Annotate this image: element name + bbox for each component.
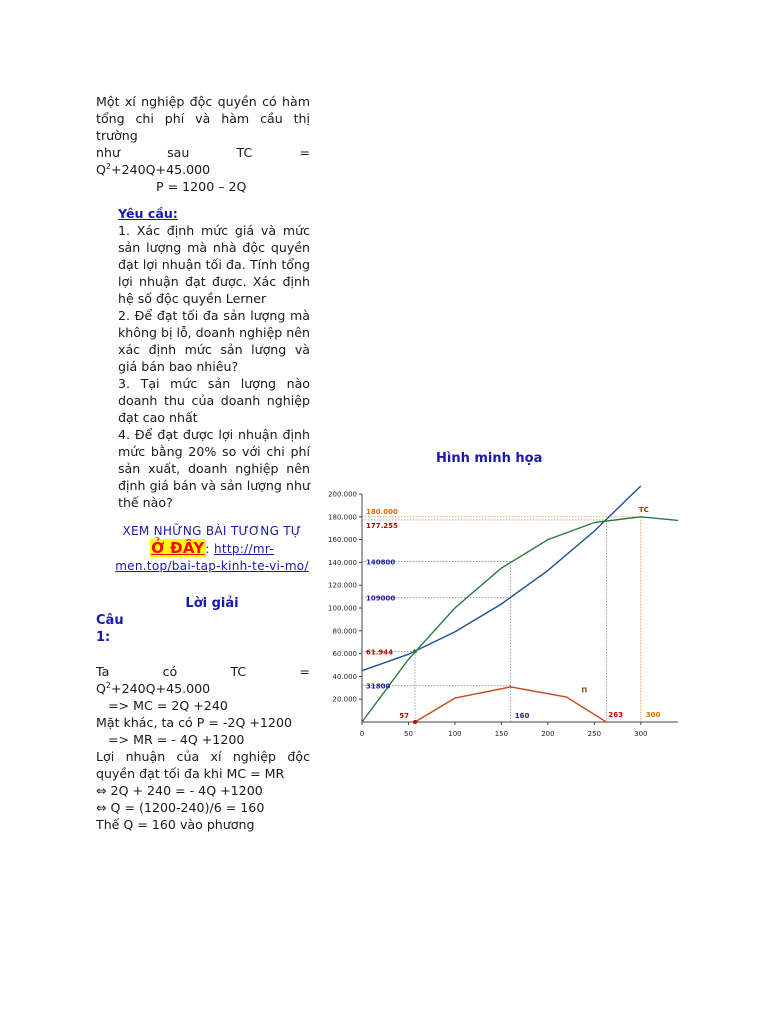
- y-tick-label: 20.000: [332, 695, 357, 704]
- profit-curve: [415, 687, 606, 722]
- annotation-label: 177.255: [366, 521, 398, 530]
- solution-line: Ta có TC =: [96, 664, 310, 679]
- demand-formula: P = 1200 – 2Q: [156, 179, 247, 194]
- solution-step: ⇔ 2Q + 240 = - 4Q +1200: [96, 783, 263, 798]
- more-exercises-notice: XEM NHỮNG BÀI TƯƠNG TỰ Ở ĐÂY: http://mr-men.top/bai-tap-kinh-te-vi-mo/: [115, 524, 309, 573]
- word: sau: [167, 145, 190, 160]
- exercises-url-link[interactable]: http://mr-men.top/bai-tap-kinh-te-vi-mo/: [115, 542, 309, 573]
- mc-line: => MC = 2Q +240: [108, 698, 228, 713]
- tc-formula-solution: $Q^2+240Q+45.000$: [96, 680, 211, 696]
- annotation-label: 160: [514, 712, 530, 720]
- x-tick-label: 0: [359, 730, 365, 738]
- problem-line: [96, 144, 310, 161]
- annotation-label: 140800: [366, 558, 396, 567]
- revenue-curve: [362, 517, 678, 722]
- illustration-chart: [318, 482, 680, 742]
- y-tick-label: 140.000: [328, 558, 357, 567]
- chart-title: Hình minh họa: [436, 451, 543, 466]
- word: như: [96, 145, 120, 160]
- x-tick-label: 200: [541, 730, 555, 738]
- document-text-column: [96, 93, 310, 833]
- requirement-item: 2. Để đạt tối đa sản lượng mà không bị lỗ, doanh nghiệp nên xác định mức sản lượng và giá bán bao nhiêu?: [118, 308, 310, 374]
- mr-line: => MR = - 4Q +1200: [108, 732, 245, 747]
- y-tick-label: 40.000: [332, 672, 357, 681]
- word: TC: [236, 145, 253, 160]
- requirement-item: 4. Để đạt được lợi nhuận định mức bằng 20% so với chi phí sản xuất, doanh nghiệp nên định giá bán và sản lượng như thế nào?: [118, 427, 310, 510]
- x-tick-label: 50: [404, 730, 413, 738]
- y-tick-label: 80.000: [332, 627, 357, 636]
- question-1-heading: Câu 1:: [96, 613, 124, 645]
- requirement-item: 3. Tại mức sản lượng nào doanh thu của doanh nghiệp đạt cao nhất: [118, 376, 310, 425]
- x-tick-label: 300: [634, 730, 648, 738]
- y-tick-label: 100.000: [328, 604, 357, 613]
- solution-title: Lời giải: [185, 596, 239, 611]
- y-tick-label: 160.000: [328, 536, 357, 545]
- annotation-label: Π: [581, 686, 588, 695]
- tc-formula: $Q^2+240Q+45.000$: [96, 161, 211, 177]
- word: =: [299, 145, 310, 160]
- x-tick-label: 100: [448, 730, 462, 738]
- x-tick-label: 150: [494, 730, 509, 738]
- breakeven-point: [413, 720, 417, 724]
- annotation-label: TC: [638, 506, 649, 515]
- annotation-label: 57: [399, 712, 409, 720]
- annotation-label: 180.000: [366, 507, 398, 516]
- annotation-label: 61.944: [366, 648, 394, 657]
- tc-curve: [362, 486, 641, 671]
- problem-intro: Một xí nghiệp độc quyền có hàm tổng chi phí và hàm cầu thị trường: [96, 94, 310, 143]
- here-link[interactable]: Ở ĐÂY: [151, 539, 205, 557]
- requirements-title: Yêu cầu:: [118, 206, 178, 221]
- x-tick-label: 250: [587, 730, 602, 738]
- solution-step: Thế Q = 160 vào phương: [96, 817, 255, 832]
- intersection-point: [413, 649, 417, 653]
- annotation-label: 31800: [366, 682, 391, 691]
- annotation-label: 263: [608, 711, 624, 719]
- requirement-item: 1. Xác định mức giá và mức sản lượng mà nhà độc quyền đạt lợi nhuận tối đa. Tính tổng lợi nhuận đạt được. Xác định hệ số độc quyền Lerner: [118, 223, 310, 306]
- price-line: Mặt khác, ta có P = -2Q +1200: [96, 715, 292, 730]
- y-tick-label: 60.000: [332, 650, 357, 659]
- y-tick-label: 120.000: [328, 581, 357, 590]
- annotation-label: 109000: [366, 594, 396, 603]
- solution-step: ⇔ Q = (1200-240)/6 = 160: [96, 800, 265, 815]
- y-tick-label: 200.000: [328, 490, 357, 499]
- y-tick-label: 180.000: [328, 513, 357, 522]
- annotation-label: 300: [645, 711, 661, 719]
- profit-condition: Lợi nhuận của xí nghiệp độc quyền đạt tối đa khi MC = MR: [96, 749, 310, 781]
